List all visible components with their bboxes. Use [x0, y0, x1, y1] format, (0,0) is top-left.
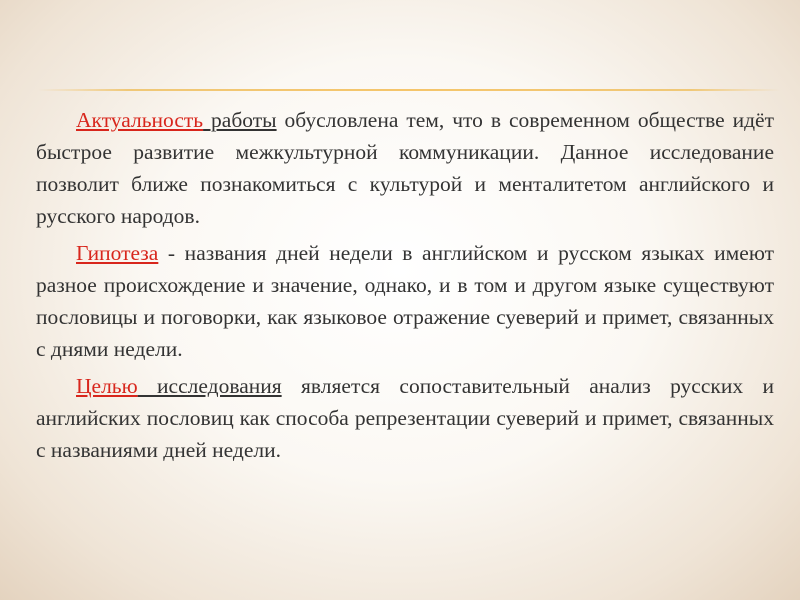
goal-term: Целью: [76, 374, 138, 398]
goal-body: является сопоставительный анализ русских и английских пословиц как способа репрезентации суеверий и примет, связанных с названиями дней недели.: [36, 374, 774, 462]
slide-body-text: [36, 104, 774, 471]
hypothesis-term: Гипотеза: [76, 241, 159, 265]
paragraph-goal: [36, 370, 774, 466]
hypothesis-body: - названия дней недели в английском и русском языках имеют разное происхождение и значение, однако, и в том и другом языке существуют пословицы и поговорки, как языковое отражение суеверий и примет, связанных с днями недели.: [36, 241, 774, 361]
goal-term-tail: исследования: [137, 374, 282, 398]
relevance-body: обусловлена тем, что в современном обществе идёт быстрое развитие межкультурной коммуникации. Данное исследование позволит ближе познакомиться с культурой и менталитетом английского и русского народов.: [36, 108, 774, 228]
relevance-term-tail: работы: [203, 108, 277, 132]
paragraph-hypothesis: [36, 237, 774, 365]
relevance-term: Актуальность: [76, 108, 204, 132]
decorative-divider-line: [38, 89, 780, 91]
paragraph-relevance: [36, 104, 774, 232]
